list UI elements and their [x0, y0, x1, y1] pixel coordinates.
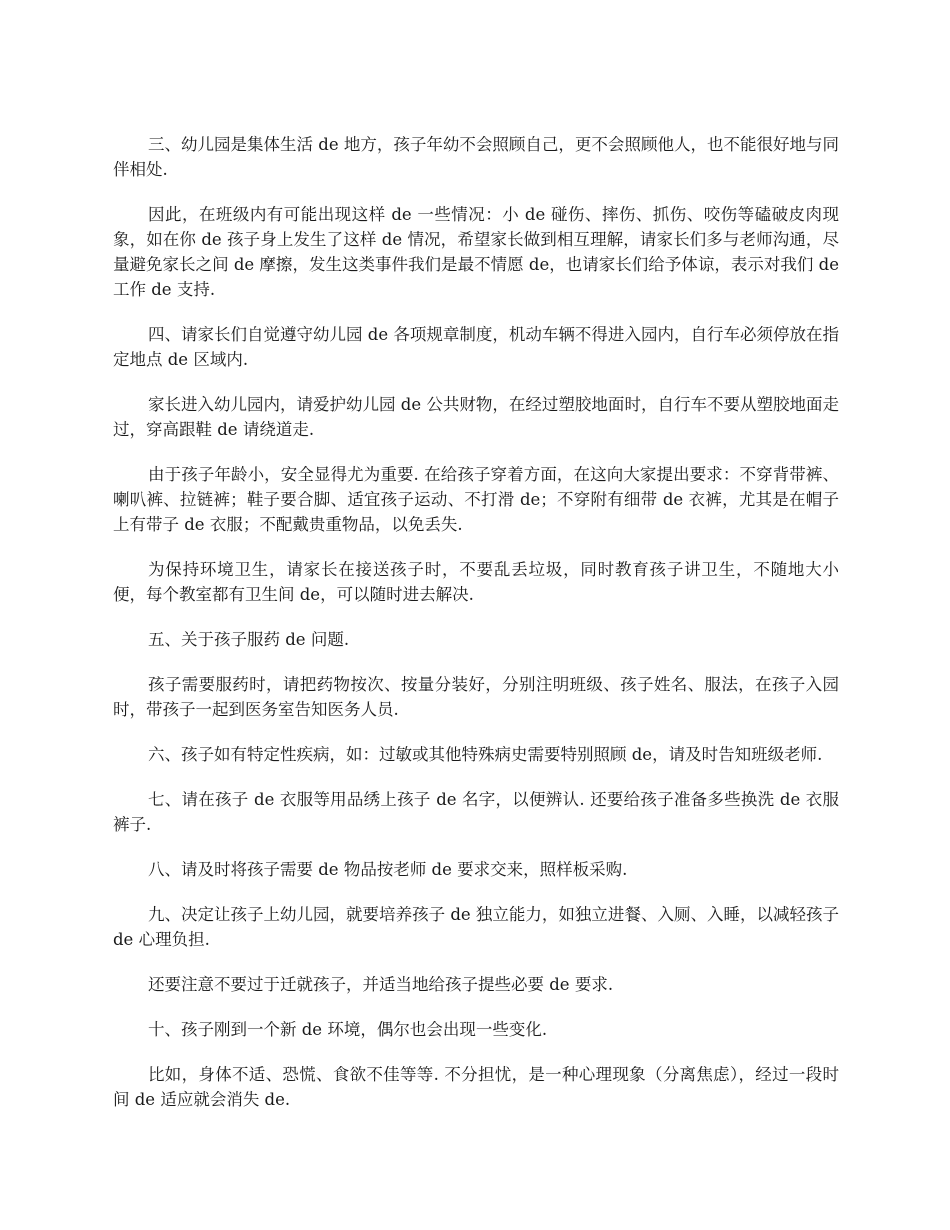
paragraph-3: 四、请家长们自觉遵守幼儿园 de 各项规章制度，机动车辆不得进入园内，自行车必须停放在指定地点 de 区域内. — [113, 325, 839, 369]
paragraph-12: 九、决定让孩子上幼儿园，就要培养孩子 de 独立能力，如独立进餐、入厕、入睡，以减轻孩子 de 心理负担. — [113, 905, 839, 949]
paragraph-1: 三、幼儿园是集体生活 de 地方，孩子年幼不会照顾自己，更不会照顾他人，也不能很好地与同伴相处. — [113, 135, 839, 179]
paragraph-5: 由于孩子年龄小，安全显得尤为重要. 在给孩子穿着方面，在这向大家提出要求：不穿背带裤、喇叭裤、拉链裤；鞋子要合脚、适宜孩子运动、不打滑 de；不穿附有细带 de 衣裤，尤其是在帽子上有带子 de 衣服；不配戴贵重物品，以免丢失. — [113, 465, 839, 534]
paragraph-7: 五、关于孩子服药 de 问题. — [148, 630, 350, 649]
paragraph-13: 还要注意不要过于迁就孩子，并适当地给孩子提些必要 de 要求. — [148, 975, 614, 994]
paragraph-8: 孩子需要服药时，请把药物按次、按量分装好，分别注明班级、孩子姓名、服法，在孩子入园时，带孩子一起到医务室告知医务人员. — [113, 675, 839, 719]
paragraph-4: 家长进入幼儿园内，请爱护幼儿园 de 公共财物，在经过塑胶地面时，自行车不要从塑胶地面走过，穿高跟鞋 de 请绕道走. — [113, 395, 839, 439]
paragraph-6: 为保持环境卫生，请家长在接送孩子时，不要乱丢垃圾，同时教育孩子讲卫生，不随地大小便，每个教室都有卫生间 de，可以随时进去解决. — [113, 560, 839, 604]
paragraph-10: 七、请在孩子 de 衣服等用品绣上孩子 de 名字，以便辨认. 还要给孩子准备多些换洗 de 衣服裤子. — [113, 790, 839, 834]
paragraph-15: 比如，身体不适、恐慌、食欲不佳等等. 不分担忧，是一种心理现象（分离焦虑），经过一段时间 de 适应就会消失 de. — [113, 1065, 839, 1109]
paragraph-2: 因此，在班级内有可能出现这样 de 一些情况：小 de 碰伤、摔伤、抓伤、咬伤等磕破皮肉现象，如在你 de 孩子身上发生了这样 de 情况，希望家长做到相互理解，请家长们多与老师沟通，尽量避免家长之间 de 摩擦，发生这类事件我们是最不情愿 de，也请家长们给予体谅，表示对我们 de 工作 de 支持. — [113, 205, 839, 299]
document-body — [113, 132, 839, 1132]
paragraph-14: 十、孩子刚到一个新 de 环境，偶尔也会出现一些变化. — [148, 1020, 548, 1039]
paragraph-9: 六、孩子如有特定性疾病，如：过敏或其他特殊病史需要特别照顾 de，请及时告知班级老师. — [148, 745, 823, 764]
paragraph-11: 八、请及时将孩子需要 de 物品按老师 de 要求交来，照样板采购. — [148, 860, 628, 879]
